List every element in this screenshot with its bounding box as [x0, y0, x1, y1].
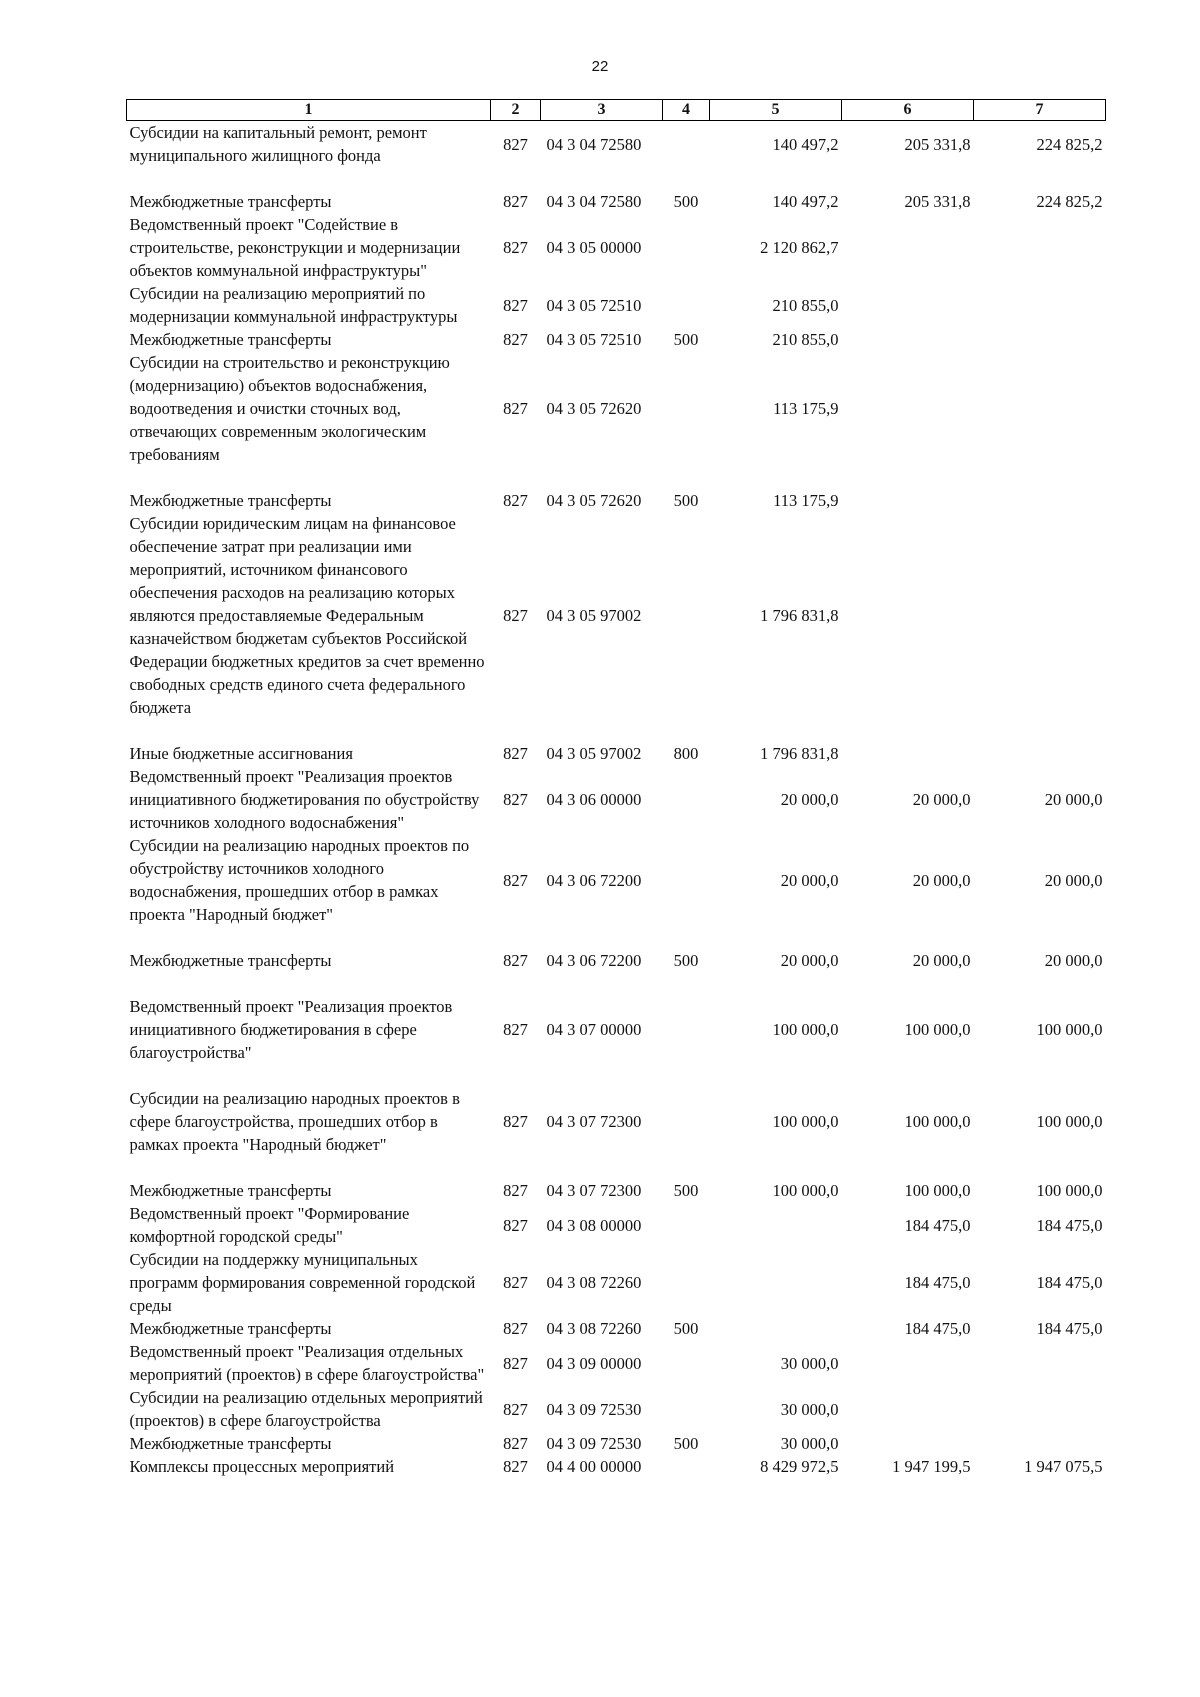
row-amount-col6: 205 331,8 — [904, 192, 971, 211]
row-amount-col5: 113 175,9 — [773, 491, 839, 510]
row-ministry: 827 — [503, 1434, 528, 1453]
row-amount-col5: 210 855,0 — [772, 295, 839, 315]
row-amount-col7 — [974, 489, 1106, 512]
row-amount-col5 — [710, 1202, 842, 1248]
row-ministry: 827 — [503, 134, 528, 154]
row-name: Ведомственный проект "Формирование комфортной городской среды" — [129, 1204, 410, 1246]
row-expense-type — [663, 1455, 710, 1478]
table-row — [127, 1340, 1106, 1386]
row-name: Межбюджетные трансферты — [129, 1319, 332, 1338]
row-expense-type — [663, 834, 710, 949]
table-row — [127, 190, 1106, 213]
row-amount-col6 — [842, 213, 974, 282]
row-ministry: 827 — [503, 1457, 528, 1476]
row-code: 04 3 05 97002 — [546, 744, 642, 763]
row-amount-col6: 100 000,0 — [904, 1112, 971, 1131]
header-row — [127, 100, 1106, 121]
row-ministry: 827 — [503, 238, 528, 257]
row-ministry: 827 — [503, 295, 528, 315]
row-amount-col5: 30 000,0 — [780, 1399, 839, 1419]
row-code: 04 3 08 72260 — [546, 1319, 642, 1338]
row-expense-type: 500 — [673, 1434, 699, 1453]
row-amount-col7: 184 475,0 — [1036, 1319, 1103, 1338]
row-code: 04 3 08 72260 — [546, 1273, 642, 1292]
column-header-7: 7 — [974, 100, 1106, 121]
row-amount-col6 — [842, 351, 974, 489]
row-code: 04 3 05 72620 — [546, 399, 642, 418]
row-amount-col7 — [974, 742, 1106, 765]
row-amount-col6: 20 000,0 — [912, 790, 971, 809]
row-amount-col7 — [974, 1386, 1106, 1432]
row-amount-col5 — [710, 1317, 842, 1340]
column-header-1: 1 — [127, 100, 491, 121]
table-row — [127, 489, 1106, 512]
row-code: 04 3 06 72200 — [546, 870, 642, 890]
row-amount-col5: 140 497,2 — [772, 134, 839, 154]
row-amount-col7: 20 000,0 — [1044, 790, 1103, 809]
table-row — [127, 1317, 1106, 1340]
row-amount-col5: 1 796 831,8 — [760, 606, 839, 625]
row-amount-col7 — [974, 282, 1106, 328]
row-ministry: 827 — [503, 1353, 528, 1373]
row-amount-col5: 30 000,0 — [780, 1353, 839, 1373]
row-expense-type — [663, 1340, 710, 1386]
row-expense-type — [663, 1202, 710, 1248]
row-amount-col7 — [974, 351, 1106, 489]
row-amount-col7: 20 000,0 — [1044, 870, 1103, 890]
table-row — [127, 121, 1106, 191]
row-name: Субсидии на реализацию народных проектов в сфере благоустройства, прошедших отбор в рамках проекта "Народный бюджет" — [129, 1089, 460, 1154]
row-ministry: 827 — [503, 1215, 528, 1235]
row-ministry: 827 — [503, 491, 528, 510]
row-ministry: 827 — [503, 1112, 528, 1131]
row-amount-col5 — [710, 1248, 842, 1317]
row-amount-col5: 210 855,0 — [772, 330, 839, 349]
row-expense-type: 500 — [673, 330, 699, 349]
row-expense-type — [663, 765, 710, 834]
table-header — [127, 100, 1106, 121]
row-name: Межбюджетные трансферты — [129, 951, 332, 970]
row-code: 04 3 06 00000 — [546, 790, 642, 809]
row-amount-col7 — [974, 213, 1106, 282]
row-amount-col5: 100 000,0 — [772, 1020, 839, 1039]
table-row — [127, 1202, 1106, 1248]
row-expense-type: 800 — [673, 744, 699, 763]
row-ministry: 827 — [503, 790, 528, 809]
column-header-2: 2 — [491, 100, 541, 121]
row-amount-col7 — [974, 512, 1106, 742]
row-amount-col5: 20 000,0 — [780, 951, 839, 970]
row-amount-col7: 184 475,0 — [1036, 1273, 1103, 1292]
table-row — [127, 282, 1106, 328]
table-row — [127, 765, 1106, 834]
row-expense-type — [663, 351, 710, 489]
table-row — [127, 213, 1106, 282]
row-expense-type — [663, 213, 710, 282]
row-amount-col6 — [842, 328, 974, 351]
row-amount-col5: 2 120 862,7 — [760, 238, 839, 257]
budget-table — [126, 99, 1106, 1478]
row-ministry: 827 — [503, 1020, 528, 1039]
row-amount-col6: 1 947 199,5 — [892, 1457, 971, 1476]
table-row — [127, 995, 1106, 1087]
row-amount-col6: 20 000,0 — [912, 951, 971, 970]
row-amount-col7: 100 000,0 — [1036, 1112, 1103, 1131]
row-amount-col7 — [974, 1340, 1106, 1386]
row-amount-col6: 205 331,8 — [904, 134, 971, 154]
table-row — [127, 1179, 1106, 1202]
row-name: Ведомственный проект "Содействие в строительстве, реконструкции и модернизации объектов коммунальной инфраструктуры" — [129, 215, 461, 280]
row-amount-col6 — [842, 282, 974, 328]
row-code: 04 3 05 97002 — [546, 606, 642, 625]
row-expense-type — [663, 1386, 710, 1432]
row-code: 04 3 04 72580 — [546, 134, 642, 154]
row-expense-type: 500 — [673, 1181, 699, 1200]
row-expense-type: 500 — [673, 1319, 699, 1338]
row-expense-type: 500 — [673, 491, 699, 510]
row-ministry: 827 — [503, 399, 528, 418]
row-name: Межбюджетные трансферты — [129, 330, 332, 349]
row-expense-type — [663, 282, 710, 328]
row-code: 04 3 08 00000 — [546, 1215, 642, 1235]
row-expense-type — [663, 512, 710, 742]
row-name: Субсидии на строительство и реконструкцию (модернизацию) объектов водоснабжения, водоотведения и очистки сточных вод, отвечающих современным экологическим требованиям — [129, 353, 450, 464]
row-name: Субсидии на реализацию мероприятий по модернизации коммунальной инфраструктуры — [129, 284, 458, 326]
row-code: 04 3 09 00000 — [546, 1353, 642, 1373]
column-header-3: 3 — [541, 100, 663, 121]
row-amount-col6 — [842, 1340, 974, 1386]
row-amount-col5: 20 000,0 — [780, 870, 839, 890]
row-amount-col6: 100 000,0 — [904, 1181, 971, 1200]
row-code: 04 3 06 72200 — [546, 951, 642, 970]
column-header-6: 6 — [842, 100, 974, 121]
row-amount-col6 — [842, 1386, 974, 1432]
row-name: Субсидии на поддержку муниципальных программ формирования современной городской среды — [129, 1250, 476, 1315]
row-code: 04 3 05 72510 — [546, 330, 642, 349]
row-name: Комплексы процессных мероприятий — [129, 1457, 395, 1476]
row-code: 04 3 07 00000 — [546, 1020, 642, 1039]
row-name: Межбюджетные трансферты — [129, 1434, 332, 1453]
row-expense-type — [663, 995, 710, 1087]
row-amount-col7: 224 825,2 — [1036, 134, 1103, 154]
row-amount-col5: 8 429 972,5 — [760, 1457, 839, 1476]
row-name: Иные бюджетные ассигнования — [129, 744, 353, 763]
table-row — [127, 1386, 1106, 1432]
row-amount-col6 — [842, 1432, 974, 1455]
table-row — [127, 1432, 1106, 1455]
row-code: 04 3 05 72620 — [546, 491, 642, 510]
row-amount-col6: 20 000,0 — [912, 870, 971, 890]
row-amount-col5: 140 497,2 — [772, 192, 839, 211]
row-amount-col5: 100 000,0 — [772, 1112, 839, 1131]
row-name: Субсидии на капитальный ремонт, ремонт муниципального жилищного фонда — [129, 123, 427, 165]
row-amount-col7: 100 000,0 — [1036, 1020, 1103, 1039]
row-code: 04 3 09 72530 — [546, 1399, 642, 1419]
row-ministry: 827 — [503, 951, 528, 970]
row-name: Межбюджетные трансферты — [129, 192, 332, 211]
table-row — [127, 351, 1106, 489]
table-row — [127, 742, 1106, 765]
row-amount-col6 — [842, 512, 974, 742]
row-ministry: 827 — [503, 744, 528, 763]
row-amount-col7: 184 475,0 — [1036, 1215, 1103, 1235]
row-name: Межбюджетные трансферты — [129, 491, 332, 510]
row-amount-col7: 20 000,0 — [1044, 951, 1103, 970]
row-amount-col5: 113 175,9 — [773, 399, 839, 418]
row-amount-col7: 1 947 075,5 — [1024, 1457, 1103, 1476]
table-row — [127, 949, 1106, 995]
row-expense-type: 500 — [673, 951, 699, 970]
row-amount-col7 — [974, 1432, 1106, 1455]
row-name: Межбюджетные трансферты — [129, 1181, 332, 1200]
page-number: 22 — [591, 58, 609, 75]
row-expense-type: 500 — [673, 192, 699, 211]
row-amount-col7: 100 000,0 — [1036, 1181, 1103, 1200]
row-name: Ведомственный проект "Реализация отдельных мероприятий (проектов) в сфере благоустройства" — [129, 1342, 485, 1384]
table-row — [127, 512, 1106, 742]
row-amount-col5: 100 000,0 — [772, 1181, 839, 1200]
table-row — [127, 328, 1106, 351]
row-amount-col5: 20 000,0 — [780, 790, 839, 809]
table-row — [127, 1248, 1106, 1317]
row-amount-col6 — [842, 742, 974, 765]
row-amount-col5: 30 000,0 — [780, 1434, 839, 1453]
row-code: 04 3 09 72530 — [546, 1434, 642, 1453]
row-name: Субсидии на реализацию народных проектов по обустройству источников холодного водоснабжения, прошедших отбор в рамках проекта "Народный бюджет" — [129, 836, 470, 924]
row-ministry: 827 — [503, 1399, 528, 1419]
column-header-5: 5 — [710, 100, 842, 121]
row-code: 04 4 00 00000 — [546, 1457, 642, 1476]
table-row — [127, 1087, 1106, 1179]
row-ministry: 827 — [503, 606, 528, 625]
row-ministry: 827 — [503, 870, 528, 890]
table-row — [127, 834, 1106, 949]
column-header-4: 4 — [663, 100, 710, 121]
row-code: 04 3 07 72300 — [546, 1112, 642, 1131]
table-body — [127, 121, 1106, 1479]
row-expense-type — [663, 121, 710, 191]
row-amount-col6: 184 475,0 — [904, 1215, 971, 1235]
row-amount-col5: 1 796 831,8 — [760, 744, 839, 763]
row-name: Субсидии на реализацию отдельных мероприятий (проектов) в сфере благоустройства — [129, 1388, 483, 1430]
row-amount-col7 — [974, 328, 1106, 351]
row-amount-col6 — [842, 489, 974, 512]
row-amount-col6: 100 000,0 — [904, 1020, 971, 1039]
row-amount-col6: 184 475,0 — [904, 1319, 971, 1338]
row-ministry: 827 — [503, 1319, 528, 1338]
row-name: Ведомственный проект "Реализация проектов инициативного бюджетирования по обустройству источников холодного водоснабжения" — [129, 767, 480, 832]
row-name: Ведомственный проект "Реализация проектов инициативного бюджетирования в сфере благоустройства" — [129, 997, 453, 1062]
row-expense-type — [663, 1248, 710, 1317]
row-ministry: 827 — [503, 1181, 528, 1200]
row-ministry: 827 — [503, 330, 528, 349]
table-row — [127, 1455, 1106, 1478]
row-name: Субсидии юридическим лицам на финансовое обеспечение затрат при реализации ими мероприятий, источником финансового обеспечения расходов на реализацию которых являются предоставляемые Федеральным казначейством бюджетам субъектов Российской Федерации бюджетных кредитов за счет временно свободных средств единого счета федерального бюджета — [129, 514, 485, 717]
row-code: 04 3 05 00000 — [546, 238, 642, 257]
row-amount-col7: 224 825,2 — [1036, 192, 1103, 211]
row-expense-type — [663, 1087, 710, 1179]
row-code: 04 3 04 72580 — [546, 192, 642, 211]
row-amount-col6: 184 475,0 — [904, 1273, 971, 1292]
row-ministry: 827 — [503, 192, 528, 211]
row-code: 04 3 07 72300 — [546, 1181, 642, 1200]
row-code: 04 3 05 72510 — [546, 295, 642, 315]
row-ministry: 827 — [503, 1273, 528, 1292]
